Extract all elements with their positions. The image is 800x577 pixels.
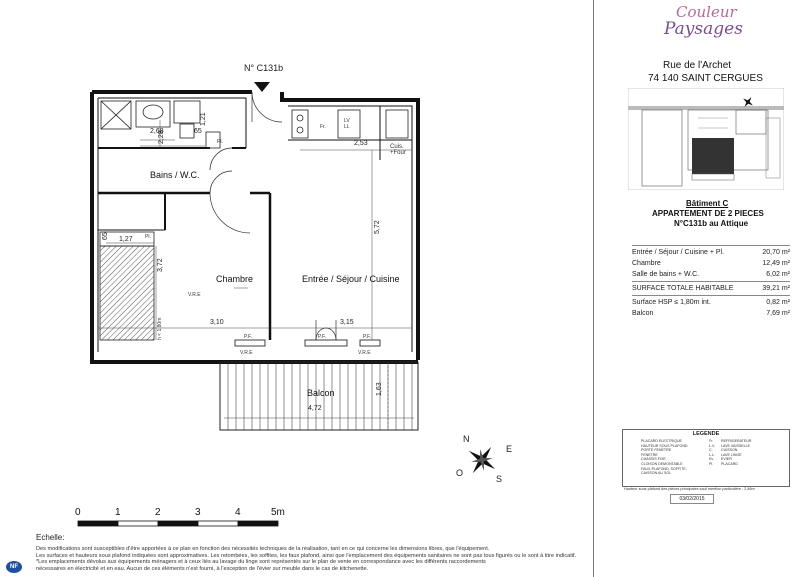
legend-item: FENETRE xyxy=(641,452,658,457)
scale-tick-0: 0 xyxy=(75,507,81,518)
header-type: APPARTEMENT DE 2 PIECES xyxy=(652,209,764,218)
scale-tick-2: 2 xyxy=(155,507,161,518)
legend-item: CHASSIS FIXE xyxy=(641,457,666,462)
scale-tick-1: 1 xyxy=(115,507,121,518)
label-vre-1: V.R.E xyxy=(240,350,253,356)
unit-label: N° C131b xyxy=(244,63,284,73)
legend-code: Pl. xyxy=(709,461,714,466)
surface-value: 6,02 m² xyxy=(766,271,790,278)
panel-divider xyxy=(593,0,594,577)
entrance-arrow xyxy=(254,82,270,92)
compass-e: E xyxy=(506,444,513,454)
label-pf-1: P.F. xyxy=(244,334,252,340)
total-row xyxy=(632,283,790,294)
legend-title: LEGENDE xyxy=(692,431,720,437)
disclaimer-notes xyxy=(36,546,592,572)
dim-310: 3,10 xyxy=(210,319,224,326)
extra-value: 0,82 m² xyxy=(766,299,790,306)
note-line: Les surfaces et hauteurs sous plafond indiquées sont approximatives. Les retombées, les soffites, les faux plafond, ainsi que l'emplacement des équipements sanitaires ne sont pas tous figurés ou le sont à titre indicatif. xyxy=(36,552,577,559)
surface-label: Salle de bains + W.C. xyxy=(632,271,700,278)
legend-code: Fr. xyxy=(709,439,714,443)
legend-box xyxy=(622,429,790,487)
label-vre-chambre: V.R.E xyxy=(188,292,201,298)
legend-item: HAUTEUR SOUS PLAFOND xyxy=(641,443,688,448)
extra-label: Surface HSP ≤ 1,80m int. xyxy=(632,299,711,306)
legend-item: PLACARD ELECTRIQUE xyxy=(641,439,682,443)
surface-table xyxy=(632,244,790,319)
legend-item: PORTE FENETRE xyxy=(641,448,672,453)
legend-text: PLACARD xyxy=(721,461,738,466)
legend-item: CLOISON DEMONTABLE xyxy=(641,461,683,466)
dim-65-bath: 65 xyxy=(194,128,202,135)
extra-label: Balcon xyxy=(632,310,654,317)
dim-121: 1,21 xyxy=(200,112,207,126)
dim-228: 2,28 xyxy=(158,130,165,144)
header-ref: N°C131b au Attique xyxy=(674,219,749,228)
room-balcon: Balcon xyxy=(307,388,335,398)
pl-bed: Pl. xyxy=(145,234,151,240)
address-city: 74 140 SAINT CERGUES xyxy=(648,73,763,84)
total-label: SURFACE TOTALE HABITABLE xyxy=(632,285,734,292)
legend-footer: Hauteur sous plafond des pièces principales sauf mention particulière : 2,46m xyxy=(624,487,755,491)
extra-row xyxy=(632,308,790,319)
legend-text: LAVE VAISSELLE xyxy=(721,443,751,448)
surface-label: Entrée / Séjour / Cuisine + Pl. xyxy=(632,249,725,256)
dim-65-bed: 65 xyxy=(102,232,109,240)
brand-logo-line2: Paysages xyxy=(664,19,743,39)
date-text: 03/02/2015 xyxy=(679,496,705,502)
legend-left-col xyxy=(627,439,697,476)
dim-163: 1,63 xyxy=(376,382,383,396)
legend-code: C. xyxy=(709,448,713,453)
header-batiment: Bâtiment C xyxy=(686,199,729,208)
nf-logo: NF xyxy=(6,561,22,573)
scale-tick-5: 5m xyxy=(271,507,285,518)
surface-label: Chambre xyxy=(632,260,661,267)
dim-572: 5,72 xyxy=(374,220,381,234)
surface-row xyxy=(632,258,790,269)
legend-item xyxy=(709,462,787,467)
extra-value: 7,69 m² xyxy=(766,310,790,317)
scale-tick-3: 3 xyxy=(195,507,201,518)
label-fridge: Fr. xyxy=(320,124,326,130)
room-chambre: Chambre xyxy=(216,274,254,284)
legend-code: L.V. xyxy=(709,443,716,448)
date-box xyxy=(670,494,714,504)
window-frames xyxy=(235,340,380,346)
label-lv-ll: LV LL xyxy=(344,118,350,130)
compass-o: O xyxy=(456,468,464,478)
dim-253: 2,53 xyxy=(354,140,368,147)
brand-logo-line1: Couleur xyxy=(676,3,737,21)
dim-268: 2,68 xyxy=(150,128,164,135)
legend-item: FAUX-PLAFOND, SOFFITE, xyxy=(641,466,687,471)
legend-text: EVIER xyxy=(721,457,732,462)
note-line: *Les emplacements dévolus aux équipements ménagers et à ceux liés au lavage du linge sont représentés sur le plan de vente en correspondance avec les différents raccordements xyxy=(36,559,486,566)
surface-value: 12,49 m² xyxy=(762,260,790,267)
dim-315: 3,15 xyxy=(340,319,354,326)
dim-372: 3,72 xyxy=(157,258,164,272)
surface-row xyxy=(632,247,790,258)
address-street: Rue de l'Archet xyxy=(663,60,732,71)
extra-row xyxy=(632,297,790,308)
note-line: Des modifications sont susceptibles d'être apportées à ce plan en fonction des nécessités techniques de la réalisation, tant en ce qui concerne les dimensions libres, que l'équipement. xyxy=(36,546,490,552)
dim-472: 4,72 xyxy=(308,405,322,412)
legend-text: LAVE LINGE xyxy=(721,452,742,457)
label-pf-2: P.F. xyxy=(318,334,326,340)
dim-hsp: h < 1,80m xyxy=(157,317,163,340)
label-cuisine: Cuis. +Four xyxy=(390,144,406,156)
label-vre-2: V.R.E xyxy=(358,350,371,356)
compass-n: N xyxy=(463,434,470,444)
compass-rose xyxy=(467,445,497,475)
legend-text: CUISSON xyxy=(721,448,738,453)
scale-label: Echelle: xyxy=(36,533,65,542)
total-value: 39,21 m² xyxy=(762,285,790,292)
kitchen-fixtures xyxy=(292,110,408,138)
hsp-hatched-area xyxy=(100,246,154,340)
room-bains: Bains / W.C. xyxy=(150,170,200,180)
door-swings xyxy=(210,92,336,340)
pl-bath: Pl. xyxy=(217,139,223,145)
legend-text: REFRIGERATEUR xyxy=(721,439,752,443)
room-sejour: Entrée / Séjour / Cuisine xyxy=(302,274,400,284)
key-plan xyxy=(628,88,784,190)
surface-row xyxy=(632,269,790,280)
scale-tick-4: 4 xyxy=(235,507,241,518)
dim-127: 1,27 xyxy=(119,236,133,243)
compass-s: S xyxy=(496,474,503,484)
legend-code: L.L. xyxy=(709,452,715,457)
legend-code: Ev. xyxy=(709,457,714,462)
surface-value: 20,70 m² xyxy=(762,249,790,256)
label-pf-3: P.F. xyxy=(363,334,371,340)
legend-item: CAISSON AU SOL xyxy=(641,471,672,476)
note-line: nécessaires en électricité et en eau. Aucun de ces éléments n'est fourni, à l'exception de l'évier sur meuble dans le cas de kitchenette. xyxy=(36,565,369,572)
scale-bar xyxy=(78,521,278,526)
legend-right-col xyxy=(709,439,787,467)
